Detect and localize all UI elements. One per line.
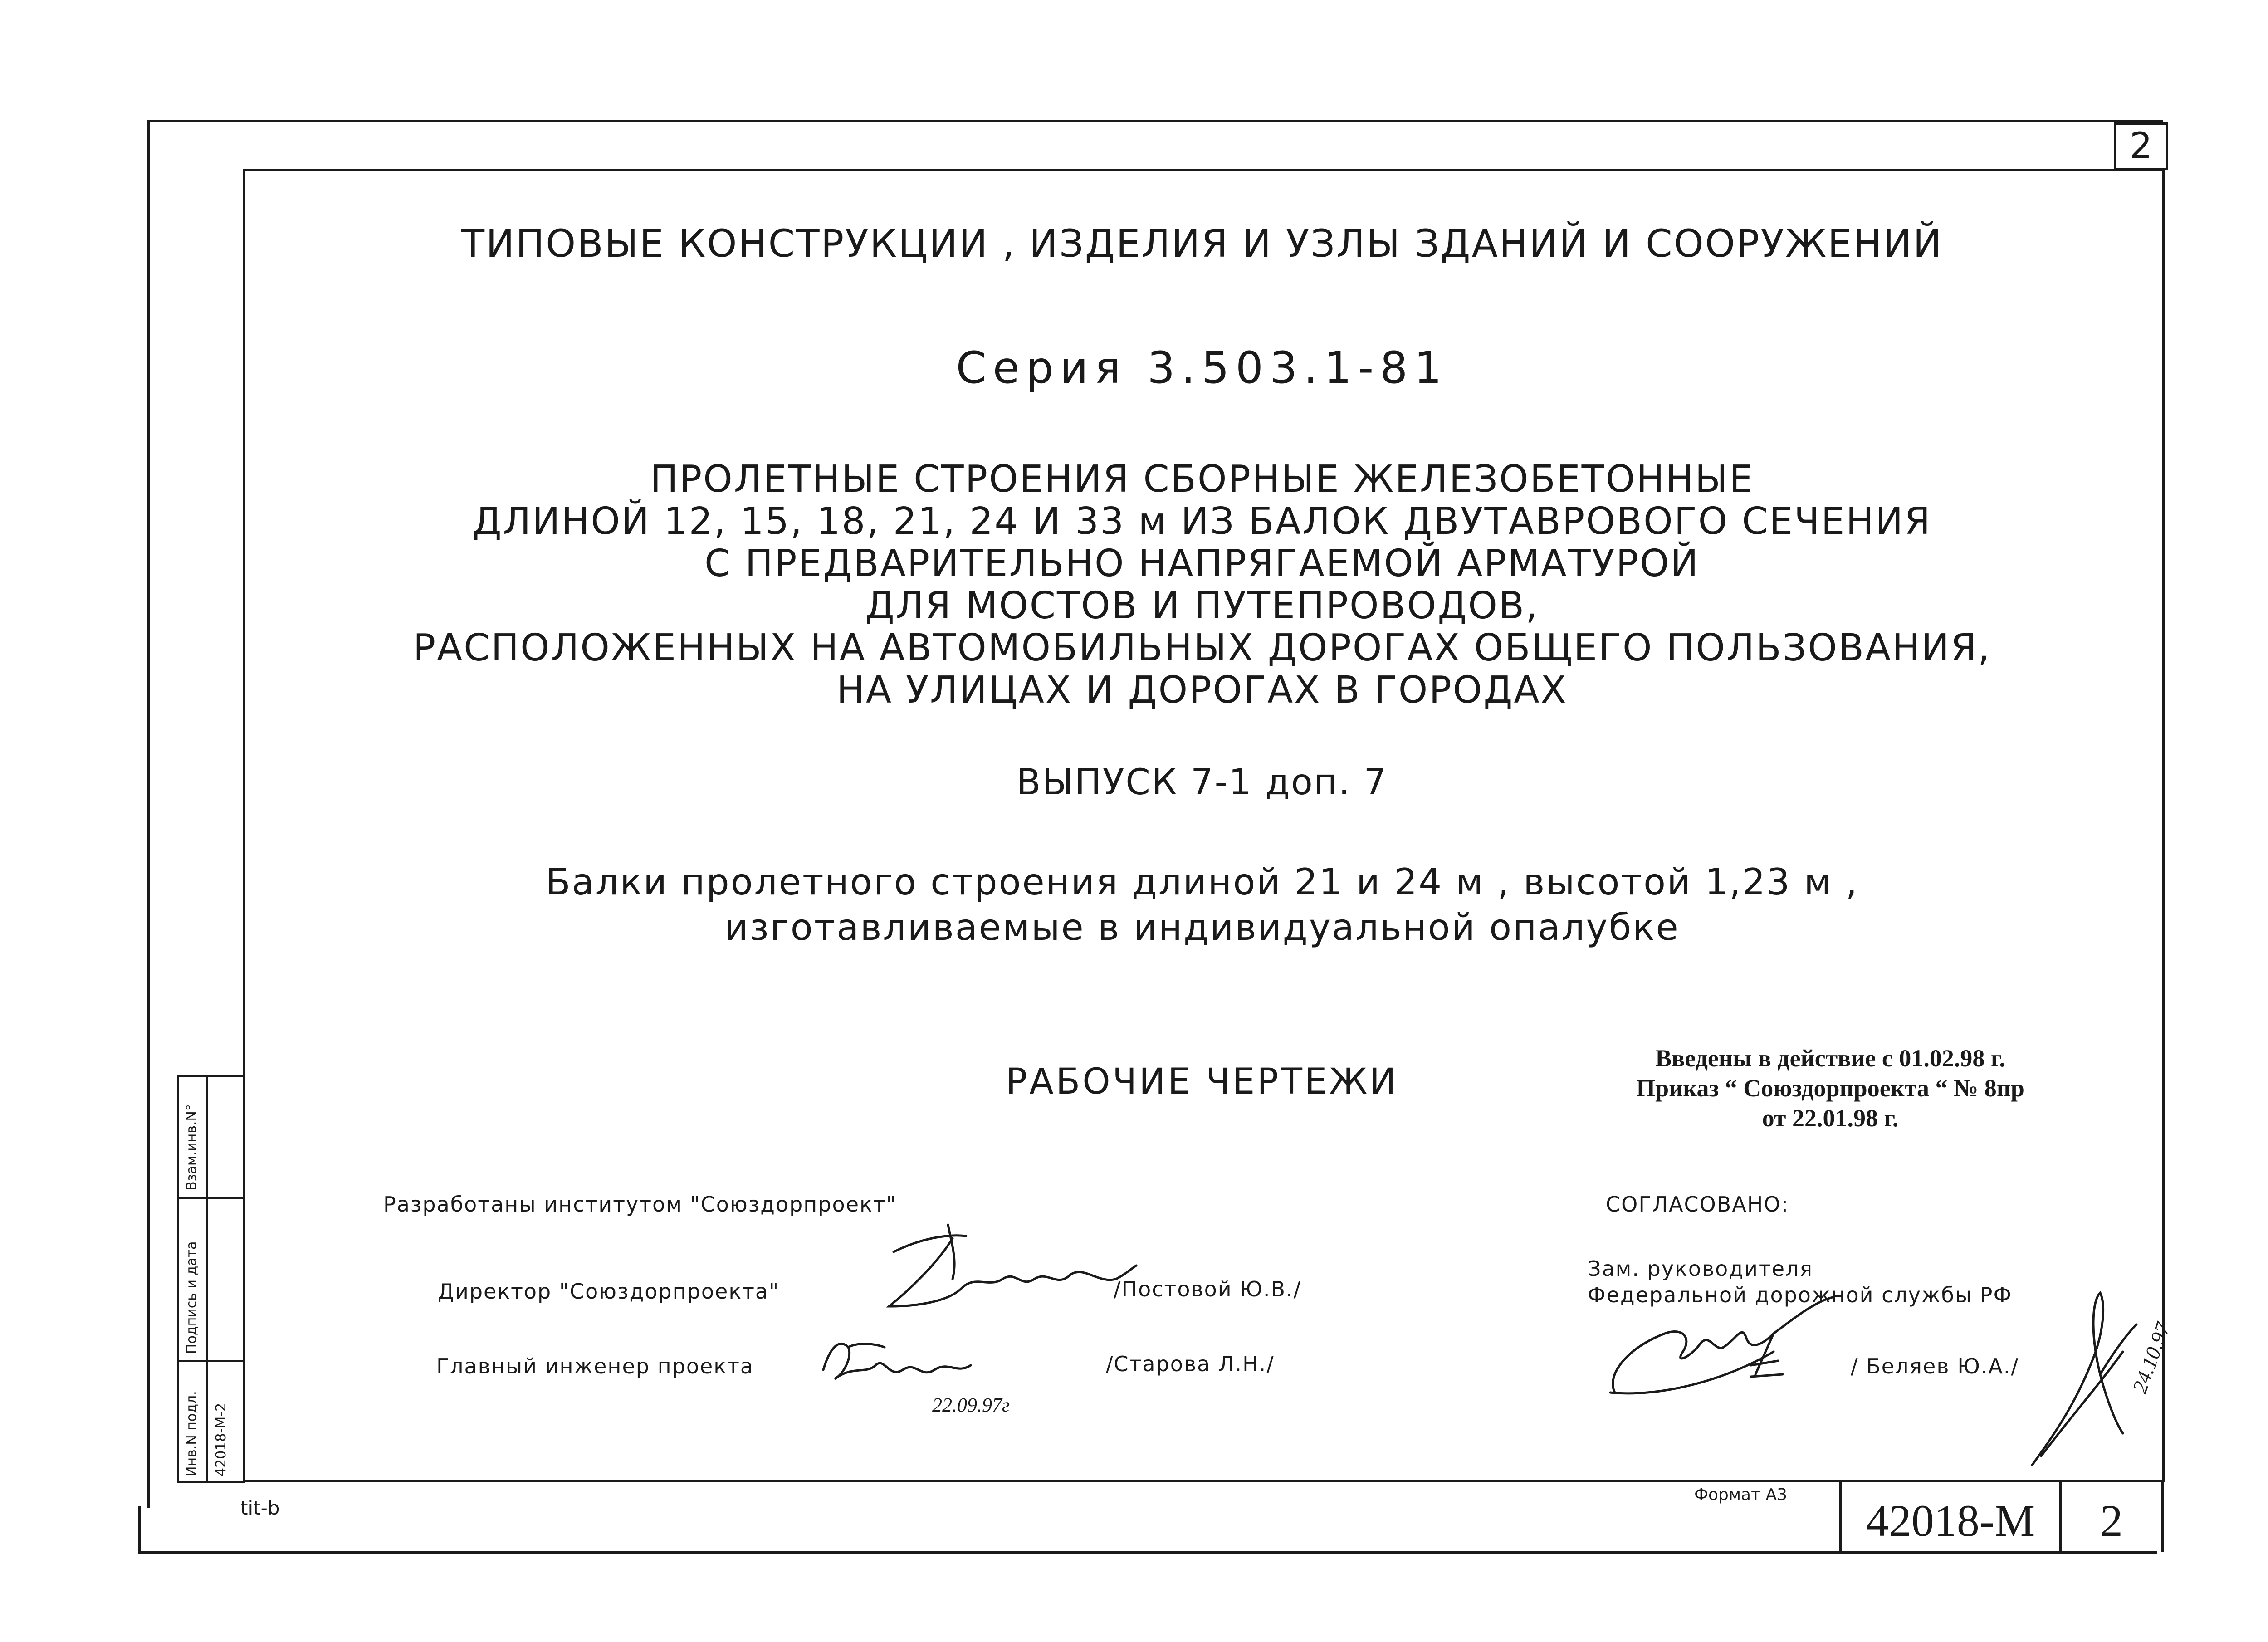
title-line: НА УЛИЦАХ И ДОРОГАХ В ГОРОДАХ — [836, 669, 1568, 712]
bottom-left-stub — [138, 1506, 141, 1554]
side-stamp-divider-1 — [177, 1197, 245, 1199]
description — [254, 860, 2150, 950]
corner-sheet-number: 2 — [2130, 126, 2152, 166]
file-name: tit-b — [240, 1497, 280, 1519]
title-line: С ПРЕДВАРИТЕЛЬНО НАПРЯГАЕМОЙ АРМАТУРОЙ — [704, 542, 1700, 585]
main-title — [254, 458, 2150, 711]
title-line: РАСПОЛОЖЕННЫХ НА АВТОМОБИЛЬНЫХ ДОРОГАХ ОБЩЕГО ПОЛЬЗОВАНИЯ, — [413, 626, 1991, 670]
stamp-label-replacement: Взам.инв.N° — [184, 1104, 200, 1191]
title-line: ПРОЛЕТНЫЕ СТРОЕНИЯ СБОРНЫЕ ЖЕЛЕЗОБЕТОННЫЕ — [650, 458, 1754, 501]
working-drawings-title: РАБОЧИЕ ЧЕРТЕЖИ — [1006, 1061, 1398, 1102]
document-header: ТИПОВЫЕ КОНСТРУКЦИИ , ИЗДЕЛИЯ И УЗЛЫ ЗДАНИЙ И СООРУЖЕНИЙ — [461, 221, 1943, 266]
director-label: Директор "Союздорпроекта" — [438, 1279, 780, 1304]
chief-engineer-name: /Старова Л.Н./ — [1106, 1352, 1275, 1376]
director-signature — [885, 1220, 1139, 1315]
chief-engineer-date: 22.09.97г — [932, 1394, 1010, 1416]
enactment-order — [1579, 1043, 2082, 1133]
document-code: 42018-М — [1866, 1495, 2035, 1546]
deputy-line: Федеральной дорожной службы РФ — [1588, 1283, 2013, 1307]
outer-frame-top — [147, 120, 2163, 122]
agreed-label: СОГЛАСОВАНО: — [1606, 1192, 1789, 1217]
director-name: /Постовой Ю.В./ — [1114, 1277, 1302, 1301]
stamp-value-inventory: 42018-М-2 — [213, 1403, 229, 1476]
side-stamp-divider-2 — [177, 1360, 245, 1362]
developed-by: Разработаны институтом "Союздорпроект" — [383, 1192, 897, 1217]
deputy-date: 24.10.97 — [2127, 1319, 2175, 1396]
title-line: ДЛЯ МОСТОВ И ПУТЕПРОВОДОВ, — [865, 584, 1539, 627]
description-line: изготавливаемые в индивидуальной опалубке — [724, 906, 1680, 948]
deputy-line: Зам. руководителя — [1588, 1256, 1813, 1281]
order-line: Приказ “ Союздорпроекта “ № 8пр — [1636, 1075, 2024, 1102]
title-line: ДЛИНОЙ 12, 15, 18, 21, 24 И 33 м ИЗ БАЛОК ДВУТАВРОВОГО СЕЧЕНИЯ — [472, 500, 1932, 543]
order-line: от 22.01.98 г. — [1762, 1104, 1899, 1132]
format-label: Формат А3 — [1694, 1486, 1788, 1504]
side-stamp-divider-vertical — [206, 1075, 208, 1483]
deputy-signature — [1601, 1284, 1855, 1415]
chief-engineer-label: Главный инженер проекта — [436, 1354, 754, 1378]
order-line: Введены в действие с 01.02.98 г. — [1655, 1045, 2005, 1072]
stamp-label-inventory: Инв.N подл. — [184, 1391, 200, 1476]
description-line: Балки пролетного строения длиной 21 и 24 м , высотой 1,23 м , — [545, 861, 1859, 903]
deputy-second-signature — [2023, 1284, 2186, 1474]
stamp-label-signature: Подпись и дата — [184, 1241, 200, 1354]
chief-engineer-signature — [816, 1329, 993, 1397]
deputy-name: / Беляев Ю.А./ — [1851, 1354, 2019, 1378]
issue-title: ВЫПУСК 7-1 доп. 7 — [1016, 762, 1388, 803]
sheet-number: 2 — [2100, 1495, 2123, 1546]
series-title: Серия 3.503.1-81 — [956, 342, 1448, 393]
outer-frame-left — [147, 120, 150, 1508]
